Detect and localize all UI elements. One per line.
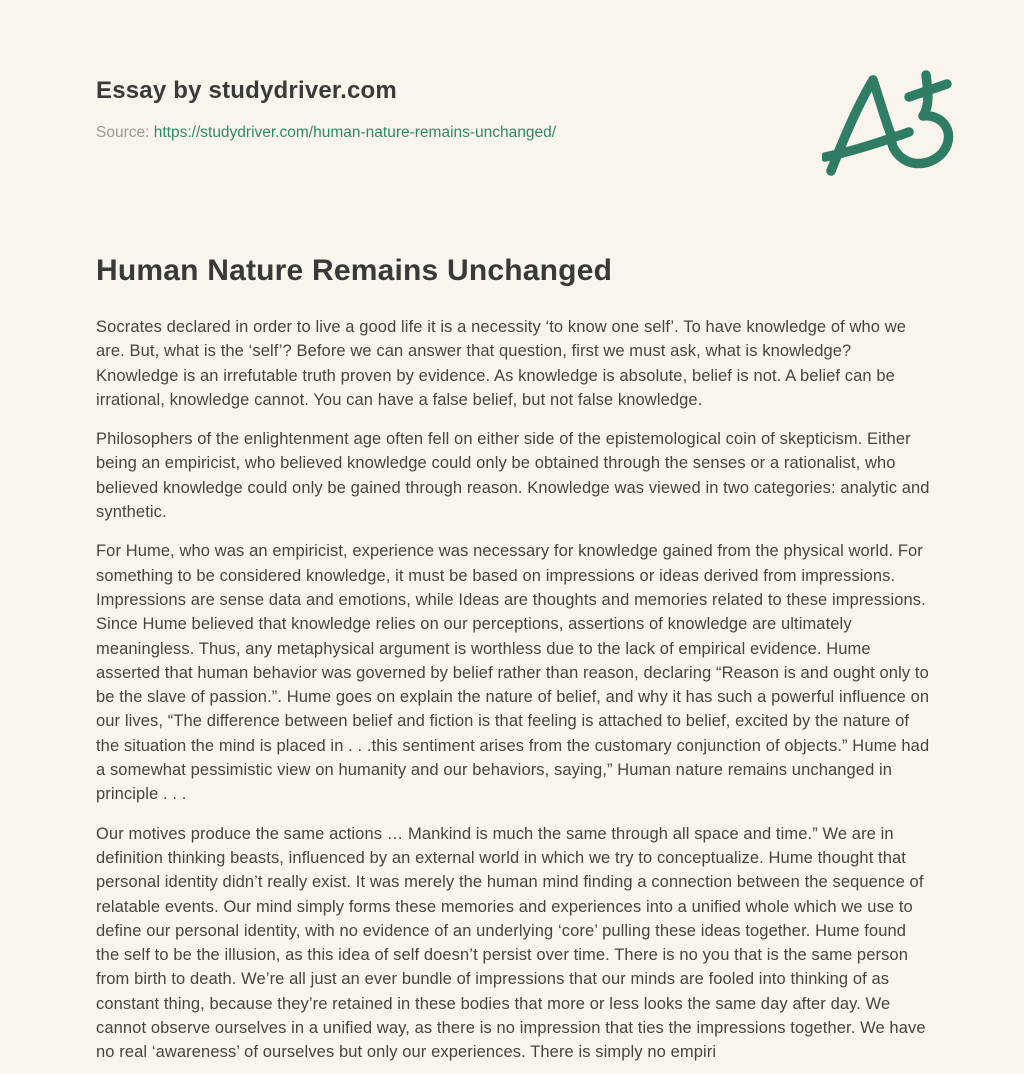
source-label: Source: bbox=[96, 124, 150, 141]
article-title: Human Nature Remains Unchanged bbox=[96, 254, 613, 287]
paragraph: Our motives produce the same actions … Mankind is much the same through all space and time.” We are in definition thinking beasts, influenced by an external world in which we try to conceptualize. Hume thought that personal identity didn’t really exist. It was merely the human mind finding a connection between the sequence of relatable events. Our mind simply forms these memories and experiences into a unified whole which we use to define our personal identity, with no evidence of an underlying ‘core’ pulling these ideas together. Hume found the self to be the illusion, as this idea of self doesn’t persist over time. There is no you that is the same person from birth to death. We’re all just an ever bundle of impressions that our minds are fooled into thinking of as constant thing, because they’re retained in these bodies that more or less looks the same day after day. We cannot observe ourselves in a unified way, as there is no impression that ties the impressions together. We have no real ‘awareness’ of ourselves but only our experiences. There is simply no empiri bbox=[96, 824, 926, 1062]
source-link[interactable]: https://studydriver.com/human-nature-remains-unchanged/ bbox=[153, 124, 557, 141]
paragraph: For Hume, who was an empiricist, experience was necessary for knowledge gained from the physical world. For something to be considered knowledge, it must be based on impressions or ideas derived from impressions. Impressions are sense data and emotions, while Ideas are thoughts and memories related to these impressions. Since Hume believed that knowledge relies on our perceptions, assertions of knowledge are ultimately meaningless. Thus, any metaphysical argument is worthless due to the lack of empirical evidence. Hume asserted that human behavior was governed by belief rather than reason, declaring “Reason is and ought only to be the slave of passion.”. Hume goes on explain the nature of belief, and why it has such a powerful influence on our lives, “The difference between belief and fiction is that feeling is attached to belief, excited by the nature of the situation the mind is placed in . . .this sentiment arises from the customary conjunction of objects.” Hume had a somewhat pessimistic view on humanity and our behaviors, saying,” Human nature remains unchanged in principle . . . bbox=[96, 542, 930, 804]
page-header-title: Essay by studydriver.com bbox=[96, 77, 397, 104]
a-plus-logo-icon bbox=[822, 70, 962, 180]
article-body bbox=[96, 315, 930, 1065]
paragraph: Socrates declared in order to live a good life it is a necessity ‘to know one self’. To have knowledge of who we are. But, what is the ‘self’? Before we can answer that question, first we must ask, what is knowledge? Knowledge is an irrefutable truth proven by evidence. As knowledge is absolute, belief is not. A belief can be irrational, knowledge cannot. You can have a false belief, but not false knowledge. bbox=[96, 318, 907, 409]
paragraph: Philosophers of the enlightenment age often fell on either side of the epistemological coin of skepticism. Either being an empiricist, who believed knowledge could only be obtained through the senses or a rationalist, who believed knowledge could only be gained through reason. Knowledge was viewed in two categories: analytic and synthetic. bbox=[96, 430, 930, 522]
source-line bbox=[96, 124, 930, 142]
